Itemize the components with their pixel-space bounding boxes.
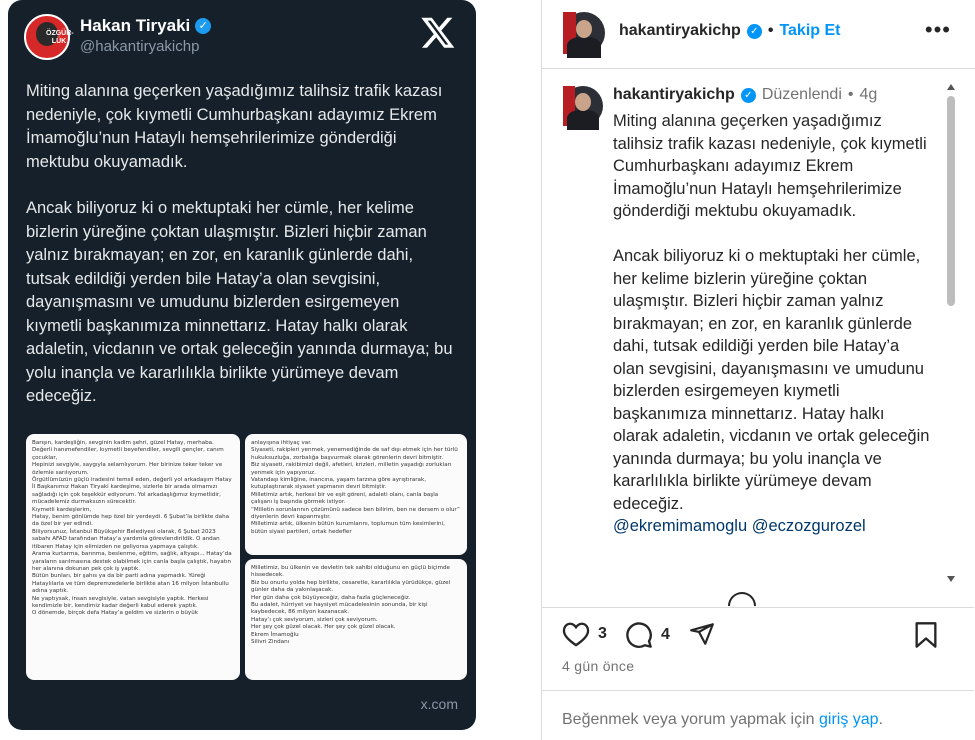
- verified-badge-icon: ✓: [741, 88, 756, 103]
- verified-badge-icon: ✓: [747, 24, 762, 39]
- caption-mentions[interactable]: @ekremimamoglu @eczozgurozel: [613, 517, 866, 535]
- x-author-handle: @hakantiryakichp: [80, 38, 200, 55]
- caption-paragraph-1: Miting alanına geçerken yaşadığımız talihsiz trafik kazası nedeniyle, çok kıymetli Cumhurbaşkanı adayımız Ekrem İmamoğlu’nun Hataylı hemşehrilerimize gönderdiği mektubu okuyamadık.: [613, 112, 927, 220]
- follow-button[interactable]: Takip Et: [779, 22, 841, 39]
- x-post-paragraph-2: Ancak biliyoruz ki o mektuptaki her cümle, her kelime bizlerin yüreğine çoktan ulaşmıştır. Bizleri hiçbir zaman yalnız bırakmayan; en zor, en karanlık günlerde dahi, tutsak edildiği yerden bile Hatay’a olan sevgisini, dayanışmasını ve umudunu bizlerden esirgemeyen kıymetli başkanımıza minnettarız. Hatay halkı olarak adaletin, vicdanın ve ortak geleceğin yanında durmaya; bu yolu inançla ve kararlılıkla birlikte yürümeye devam edeceğiz.: [26, 199, 453, 405]
- comment-age[interactable]: 4g: [859, 86, 878, 103]
- share-icon[interactable]: [689, 621, 715, 647]
- like-action[interactable]: [562, 621, 607, 647]
- x-post-paragraph-1: Miting alanına geçerken yaşadığımız talihsiz trafik kazası nedeniyle, çok kıymetli Cumhurbaşkanı adayımız Ekrem İmamoğlu’nun Hataylı hemşehrilerimize gönderdiği mektubu okuyamadık.: [26, 82, 443, 171]
- header-username-row: [619, 22, 840, 40]
- edited-label: Düzenlendi: [761, 86, 842, 103]
- scroll-up-arrow-icon[interactable]: [947, 84, 955, 90]
- comment-header: [613, 86, 877, 104]
- x-post-text: [26, 80, 458, 432]
- comment-icon[interactable]: [625, 621, 653, 649]
- comments-scrollbar[interactable]: [944, 94, 958, 594]
- post-timestamp[interactable]: 4 gün önce: [562, 658, 635, 674]
- verified-badge-icon: ✓: [195, 18, 211, 34]
- caption-text: [613, 110, 931, 538]
- x-post-image: [8, 0, 476, 730]
- x-source-footer: x.com: [420, 696, 458, 712]
- action-bar: [541, 607, 974, 657]
- login-prompt: [541, 690, 974, 740]
- comment-avatar[interactable]: [563, 86, 603, 126]
- letter-page-2: anlayışına ihtiyaç var. Siyaseti, rakipleri yenmek, yenemediğinde de saf dışı etmek için her türlü hukuksuzluğa, zorbalığa başvurmak olarak görenlerin devri bitmiştir. Biz siyaseti, rakibimizi değil, afetleri, krizleri, milletin yaşadığı zorlukları yenmek için yapıyoruz. Vatandaşı kimliğine, inancına, yaşam tarzına göre ayrıştırarak, kutuplaştırarak siyaset yapmanın devri bitmiştir. Milletimiz artık, herkesi bir ve eşit göreni, adaleti olanı, canla başla çalışanı iş başında görmek istiyor. “Milletin sorunlarının çözümünü sadece ben bilirim, ben ne dersem o olur” diyenlerin devri kapanmıştır. Milletimiz artık, ülkenin bütün kurumlarını, toplumun tüm kesimlerini, bütün siyasi partileri, ortak hedefler: [245, 434, 467, 555]
- x-logo-icon: [420, 14, 456, 50]
- like-count[interactable]: 3: [598, 625, 607, 642]
- scroll-thumb[interactable]: [947, 96, 955, 306]
- x-avatar: ÖZGÜR-LÜK: [24, 14, 70, 60]
- x-author-name: Hakan Tiryaki ✓: [80, 16, 211, 36]
- comment-username[interactable]: hakantiryakichp: [613, 86, 735, 103]
- x-post-header: [24, 14, 460, 62]
- login-link[interactable]: giriş yap: [819, 711, 879, 728]
- login-prompt-text: Beğenmek veya yorum yapmak için giriş yap.: [562, 711, 884, 728]
- more-options-icon[interactable]: •••: [924, 17, 951, 42]
- caption-paragraph-2: Ancak biliyoruz ki o mektuptaki her cümle, her kelime bizlerin yüreğine çoktan ulaşmıştır. Bizleri hiçbir zaman yalnız bırakmayan; en zor, en karanlık günlerde dahi, tutsak edildiği yerden bile Hatay’a olan sevgisini, dayanışmasını ve umudunu bizlerden esirgemeyen kıymetli başkanımıza minnettarız. Hatay halkı olarak adaletin, vicdanın ve ortak geleceğin yanında durmaya; bu yolu inançla ve kararlılıkla birlikte yürümeye devam edeceğiz.: [613, 247, 930, 513]
- heart-icon[interactable]: [562, 621, 590, 647]
- avatar[interactable]: [563, 12, 605, 54]
- separator-dot: •: [767, 22, 774, 39]
- comment-action[interactable]: [625, 621, 670, 649]
- post-header: [542, 0, 975, 69]
- letter-page-1: Barışın, kardeşliğin, sevginin kadim şehri, güzel Hatay, merhaba. Değerli hanımefendiler, kıymetli beyefendiler, sevgili gençler, canım çocuklar, Hepinizi sevgiyle, saygıyla selamlıyorum. Her birinize teker teker ve özlemle sarılıyorum. Örgütlümüzün güçlü iradesini temsil eden, değerli yol arkadaşım Hatay İl Başkanımız Hakan Tiryaki kardeşime, sizlerle bir arada olmamızı sağladığı için çok teşekkür ediyorum. Yol arkadaşlığımız kıymetlidir, mücadelemiz durmaksızın sürecektir. Kıymetli kardeşlerim, Hatay, benim gönlümde hep özel bir yerdeydi. 6 Şubat’la birlikte daha da özel bir yer edindi. Biliyorsunuz, İstanbul Büyükşehir Belediyesi olarak, 6 Şubat 2023 sabahı AFAD tarafından Hatay’a yardımla görevlendirildik. O andan itibaren Hatay için elimizden ne geliyorsa yapmaya çalıştık. Arama kurtarma, barınma, beslenme, eğitim, sağlık, altyapı... Hatay’da yaraların sarılmasına destek olabilmek için canla başla çalıştık, hayatın her alanına dokunan pek çok iş yaptık. Bütün bunları, bir şahıs ya da bir parti adına yapmadık. Yüreği Hataylılarla ve tüm depremzedelerle birlikte atan 16 milyon İstanbullu adına yaptık. Ne yaptıysak, insan sevgisiyle, vatan sevgisiyle yaptık. Herkesi kendimizle bir, kendimiz kadar değerli kabul ederek yaptık. O dönemde, birçok defa Hatay’a geldim ve sizlerin o büyük: [26, 434, 240, 680]
- header-username[interactable]: hakantiryakichp: [619, 22, 741, 39]
- bookmark-icon[interactable]: [914, 621, 938, 649]
- share-action[interactable]: [689, 621, 715, 647]
- letter-images: [26, 434, 467, 680]
- scroll-down-arrow-icon[interactable]: [947, 576, 955, 582]
- comment-count[interactable]: 4: [661, 626, 670, 643]
- separator-dot: •: [847, 86, 854, 103]
- letter-page-3: Milletimiz, bu ülkenin ve devletin tek sahibi olduğunu en güçlü biçimde hissedecek. Biz bu onurlu yolda hep birlikte, cesaretle, kararlılıkla yürüdükçe, güzel günler daha da yakınlaşacak. Her gün daha çok büyüyeceğiz, daha fazla güçleneceğiz. Bu adalet, hürriyet ve haysiyet mücadelesinin sonunda, bir kişi kaybedecek, 86 milyon kazanacak. Hatay’ı çok seviyorum, sizleri çok seviyorum. Her şey çok güzel olacak. Her şey çok güzel olacak. Ekrem İmamoğlu Silivri Zindanı: [245, 559, 467, 680]
- save-action[interactable]: [914, 621, 938, 649]
